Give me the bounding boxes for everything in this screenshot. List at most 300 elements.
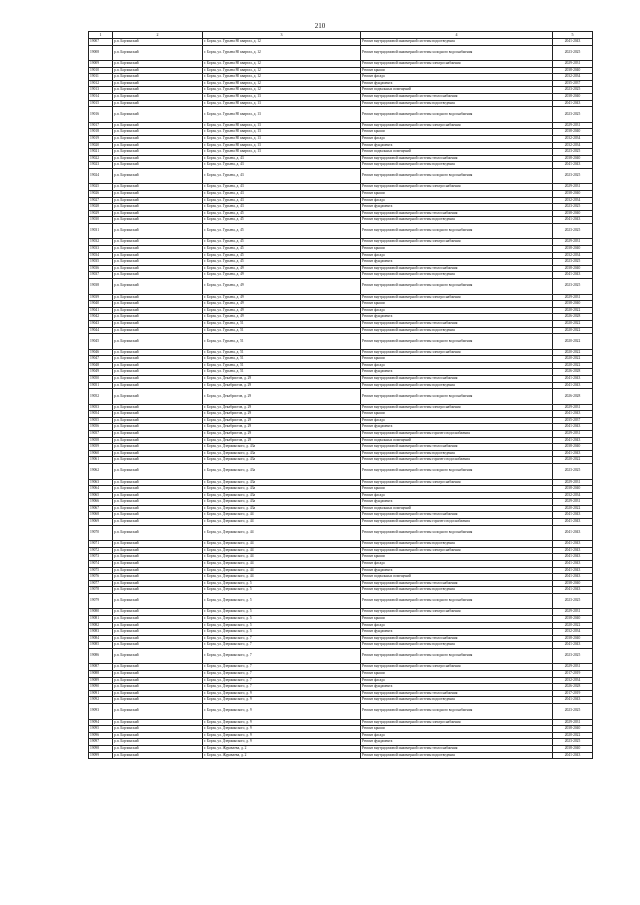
- period-cell: 2032-2034: [553, 492, 593, 499]
- address-cell: г. Борзя, ул. Гурьева, д. 51: [203, 349, 361, 356]
- row-number-cell: 19011: [89, 74, 113, 81]
- period-cell: 2041-2043: [553, 272, 593, 279]
- work-type-cell: Ремонт внутридомовой инженерной системы теплоснабжения: [361, 635, 553, 642]
- municipality-cell: р.п. Борзинский: [113, 417, 203, 424]
- period-cell: 2032-2034: [553, 142, 593, 149]
- table-row: [89, 191, 593, 198]
- municipality-cell: р.п. Борзинский: [113, 39, 203, 46]
- address-cell: г. Борзя, ул. Гурьева, д. 49: [203, 294, 361, 301]
- period-cell: 2041-2043: [553, 554, 593, 561]
- period-cell: 2020-2022: [553, 327, 593, 334]
- municipality-cell: р.п. Борзинский: [113, 505, 203, 512]
- work-type-cell: Ремонт внутридомовой инженерной системы холодного водоснабжения: [361, 168, 553, 184]
- address-cell: г. Борзя, ул. Дзержинского, д. 44: [203, 547, 361, 554]
- municipality-cell: р.п. Борзинский: [113, 67, 203, 74]
- address-cell: г. Борзя, ул. Декабристов, д. 29: [203, 375, 361, 382]
- municipality-cell: р.п. Борзинский: [113, 327, 203, 334]
- work-type-cell: Ремонт крыши: [361, 411, 553, 418]
- work-type-cell: Ремонт внутридомовой инженерной системы холодного водоснабжения: [361, 389, 553, 405]
- address-cell: г. Борзя, ул. Гурьева, д. 51: [203, 327, 361, 334]
- column-header: 2: [113, 32, 203, 39]
- table-row: [89, 587, 593, 594]
- address-cell: г. Борзя, ул. Гурьева 80 квартал, д. 12: [203, 67, 361, 74]
- address-cell: г. Борзя, ул. Гурьева 80 квартал, д. 12: [203, 80, 361, 87]
- period-cell: 2026-2028: [553, 389, 593, 405]
- address-cell: г. Борзя, ул. Гурьева 80 квартал, д. 13: [203, 122, 361, 129]
- period-cell: 2041-2043: [553, 39, 593, 46]
- period-cell: 2023-2025: [553, 464, 593, 480]
- period-cell: 2038-2040: [553, 246, 593, 253]
- period-cell: 2041-2043: [553, 541, 593, 548]
- period-cell: 2038-2040: [553, 210, 593, 217]
- period-cell: 2023-2025: [553, 593, 593, 609]
- address-cell: г. Борзя, ул. Гурьева 80 квартал, д. 12: [203, 61, 361, 68]
- municipality-cell: р.п. Борзинский: [113, 404, 203, 411]
- table-row: [89, 107, 593, 123]
- period-cell: 2041-2043: [553, 512, 593, 519]
- municipality-cell: р.п. Борзинский: [113, 389, 203, 405]
- row-number-cell: 19093: [89, 704, 113, 720]
- work-type-cell: Ремонт внутридомовой инженерной системы электроснабжения: [361, 61, 553, 68]
- period-cell: 2029-2031: [553, 664, 593, 671]
- row-number-cell: 19056: [89, 424, 113, 431]
- table-row: [89, 752, 593, 759]
- address-cell: г. Борзя, ул. Дзержинского, д. 43а: [203, 464, 361, 480]
- table-row: [89, 411, 593, 418]
- address-cell: г. Борзя, ул. Гурьева, д. 45: [203, 223, 361, 239]
- row-number-cell: 19071: [89, 541, 113, 548]
- row-number-cell: 19077: [89, 580, 113, 587]
- work-type-cell: Ремонт внутридомовой инженерной системы горячего водоснабжения: [361, 431, 553, 438]
- row-number-cell: 19074: [89, 560, 113, 567]
- table-row: [89, 210, 593, 217]
- row-number-cell: 19044: [89, 327, 113, 334]
- address-cell: г. Борзя, ул. Гурьева, д. 43: [203, 191, 361, 198]
- work-type-cell: Ремонт внутридомовой инженерной системы электроснабжения: [361, 239, 553, 246]
- address-cell: г. Борзя, ул. Гурьева 80 квартал, д. 13: [203, 94, 361, 101]
- row-number-cell: 19098: [89, 745, 113, 752]
- table-row: [89, 382, 593, 389]
- work-type-cell: Ремонт внутридомовой инженерной системы теплоснабжения: [361, 444, 553, 451]
- work-type-cell: Ремонт внутридомовой инженерной системы холодного водоснабжения: [361, 525, 553, 541]
- work-type-cell: Ремонт крыши: [361, 554, 553, 561]
- address-cell: г. Борзя, ул. Дзержинского, д. 7: [203, 648, 361, 664]
- table-row: [89, 327, 593, 334]
- address-cell: г. Борзя, ул. Гурьева, д. 43: [203, 197, 361, 204]
- table-row: [89, 479, 593, 486]
- work-type-cell: Ремонт внутридомовой инженерной системы теплоснабжения: [361, 155, 553, 162]
- address-cell: г. Борзя, ул. Гурьева 80 квартал, д. 13: [203, 100, 361, 107]
- address-cell: г. Борзя, ул. Гурьева, д. 49: [203, 307, 361, 314]
- row-number-cell: 19021: [89, 149, 113, 156]
- row-number-cell: 19064: [89, 486, 113, 493]
- table-row: [89, 424, 593, 431]
- table-row: [89, 648, 593, 664]
- work-type-cell: Ремонт внутридомовой инженерной системы водоотведения: [361, 327, 553, 334]
- table-row: [89, 45, 593, 61]
- work-type-cell: Ремонт внутридомовой инженерной системы электроснабжения: [361, 479, 553, 486]
- table-row: [89, 704, 593, 720]
- address-cell: г. Борзя, ул. Дзержинского, д. 7: [203, 684, 361, 691]
- work-type-cell: Ремонт внутридомовой инженерной системы холодного водоснабжения: [361, 648, 553, 664]
- municipality-cell: р.п. Борзинский: [113, 252, 203, 259]
- municipality-cell: р.п. Борзинский: [113, 609, 203, 616]
- row-number-cell: 19029: [89, 210, 113, 217]
- period-cell: 2041-2043: [553, 567, 593, 574]
- work-type-cell: Ремонт внутридомовой инженерной системы теплоснабжения: [361, 512, 553, 519]
- row-number-cell: 19088: [89, 671, 113, 678]
- table-row: [89, 74, 593, 81]
- work-type-cell: Ремонт крыши: [361, 246, 553, 253]
- work-type-cell: Ремонт фундамента: [361, 259, 553, 266]
- address-cell: г. Борзя, ул. Дзержинского, д. 44: [203, 574, 361, 581]
- municipality-cell: р.п. Борзинский: [113, 499, 203, 506]
- row-number-cell: 19095: [89, 726, 113, 733]
- row-number-cell: 19057: [89, 431, 113, 438]
- table-row: [89, 129, 593, 136]
- work-type-cell: Ремонт внутридомовой инженерной системы водоотведения: [361, 541, 553, 548]
- work-type-cell: Ремонт фасада: [361, 622, 553, 629]
- address-cell: г. Борзя, ул. Гурьева 80 квартал, д. 13: [203, 107, 361, 123]
- municipality-cell: р.п. Борзинский: [113, 479, 203, 486]
- work-type-cell: Ремонт фасада: [361, 74, 553, 81]
- work-type-cell: Ремонт фундамента: [361, 499, 553, 506]
- period-cell: 2041-2043: [553, 574, 593, 581]
- address-cell: г. Борзя, ул. Гурьева, д. 43: [203, 155, 361, 162]
- row-number-cell: 19012: [89, 80, 113, 87]
- row-number-cell: 19084: [89, 635, 113, 642]
- work-type-cell: Ремонт внутридомовой инженерной системы электроснабжения: [361, 404, 553, 411]
- table-row: [89, 149, 593, 156]
- table-body: [89, 39, 593, 759]
- table-row: [89, 525, 593, 541]
- work-type-cell: Ремонт внутридомовой инженерной системы электроснабжения: [361, 547, 553, 554]
- work-type-cell: Ремонт крыши: [361, 129, 553, 136]
- municipality-cell: р.п. Борзинский: [113, 362, 203, 369]
- row-number-cell: 19053: [89, 404, 113, 411]
- row-number-cell: 19016: [89, 107, 113, 123]
- address-cell: г. Борзя, ул. Дзержинского, д. 7: [203, 642, 361, 649]
- address-cell: г. Борзя, ул. Гурьева 80 квартал, д. 12: [203, 45, 361, 61]
- municipality-cell: р.п. Борзинский: [113, 616, 203, 623]
- table-row: [89, 204, 593, 211]
- table-row: [89, 671, 593, 678]
- row-number-cell: 19026: [89, 191, 113, 198]
- municipality-cell: р.п. Борзинский: [113, 574, 203, 581]
- municipality-cell: р.п. Борзинский: [113, 314, 203, 321]
- municipality-cell: р.п. Борзинский: [113, 307, 203, 314]
- period-cell: 2026-2028: [553, 684, 593, 691]
- row-number-cell: 19050: [89, 375, 113, 382]
- municipality-cell: р.п. Борзинский: [113, 149, 203, 156]
- row-number-cell: 19073: [89, 554, 113, 561]
- address-cell: г. Борзя, ул. Гурьева, д. 45: [203, 239, 361, 246]
- row-number-cell: 19051: [89, 382, 113, 389]
- row-number-cell: 19023: [89, 162, 113, 169]
- address-cell: г. Борзя, ул. Гурьева 80 квартал, д. 13: [203, 129, 361, 136]
- period-cell: 2038-2040: [553, 94, 593, 101]
- address-cell: г. Борзя, ул. Гурьева, д. 45: [203, 259, 361, 266]
- work-type-cell: Ремонт фасада: [361, 252, 553, 259]
- municipality-cell: р.п. Борзинский: [113, 191, 203, 198]
- table-row: [89, 541, 593, 548]
- work-type-cell: Ремонт внутридомовой инженерной системы электроснабжения: [361, 719, 553, 726]
- row-number-cell: 19047: [89, 356, 113, 363]
- capital-repair-table: [88, 31, 593, 759]
- address-cell: г. Борзя, ул. Гурьева 80 квартал, д. 13: [203, 135, 361, 142]
- work-type-cell: Ремонт фундамента: [361, 142, 553, 149]
- period-cell: 2032-2034: [553, 74, 593, 81]
- row-number-cell: 19042: [89, 314, 113, 321]
- table-row: [89, 349, 593, 356]
- period-cell: 2020-2022: [553, 307, 593, 314]
- period-cell: 2029-2031: [553, 294, 593, 301]
- period-cell: 2041-2043: [553, 382, 593, 389]
- municipality-cell: р.п. Борзинский: [113, 334, 203, 350]
- work-type-cell: Ремонт внутридомовой инженерной системы водоотведения: [361, 752, 553, 759]
- address-cell: г. Борзя, ул. Декабристов, д. 29: [203, 417, 361, 424]
- address-cell: г. Борзя, ул. Дзержинского, д. 5: [203, 622, 361, 629]
- municipality-cell: р.п. Борзинский: [113, 457, 203, 464]
- work-type-cell: Ремонт внутридомовой инженерной системы электроснабжения: [361, 349, 553, 356]
- row-number-cell: 19061: [89, 457, 113, 464]
- table-row: [89, 745, 593, 752]
- municipality-cell: р.п. Борзинский: [113, 519, 203, 526]
- row-number-cell: 19062: [89, 464, 113, 480]
- work-type-cell: Ремонт фундамента: [361, 314, 553, 321]
- work-type-cell: Ремонт фундамента: [361, 424, 553, 431]
- municipality-cell: р.п. Борзинский: [113, 411, 203, 418]
- period-cell: 2023-2025: [553, 223, 593, 239]
- period-cell: 2029-2031: [553, 61, 593, 68]
- address-cell: г. Борзя, ул. Декабристов, д. 29: [203, 437, 361, 444]
- work-type-cell: Ремонт внутридомовой инженерной системы водоотведения: [361, 587, 553, 594]
- period-cell: 2029-2031: [553, 479, 593, 486]
- address-cell: г. Борзя, ул. Дзержинского, д. 43а: [203, 499, 361, 506]
- municipality-cell: р.п. Борзинский: [113, 677, 203, 684]
- table-row: [89, 622, 593, 629]
- address-cell: г. Борзя, ул. Гурьева, д. 49: [203, 279, 361, 295]
- work-type-cell: Ремонт внутридомовой инженерной системы холодного водоснабжения: [361, 334, 553, 350]
- table-row: [89, 519, 593, 526]
- row-number-cell: 19075: [89, 567, 113, 574]
- period-cell: 2035-2037: [553, 80, 593, 87]
- table-row: [89, 567, 593, 574]
- work-type-cell: Ремонт фасада: [361, 362, 553, 369]
- address-cell: г. Борзя, ул. Дзержинского, д. 44: [203, 567, 361, 574]
- address-cell: г. Борзя, ул. Дзержинского, д. 43а: [203, 479, 361, 486]
- row-number-cell: 19025: [89, 184, 113, 191]
- period-cell: 2041-2043: [553, 100, 593, 107]
- period-cell: 2038-2040: [553, 67, 593, 74]
- address-cell: г. Борзя, ул. Гурьева, д. 51: [203, 356, 361, 363]
- period-cell: 2038-2040: [553, 486, 593, 493]
- address-cell: г. Борзя, ул. Декабристов, д. 29: [203, 382, 361, 389]
- period-cell: 2032-2034: [553, 135, 593, 142]
- period-cell: 2041-2043: [553, 217, 593, 224]
- address-cell: г. Борзя, ул. Дзержинского, д. 5: [203, 593, 361, 609]
- address-cell: г. Борзя, ул. Дзержинского, д. 9: [203, 690, 361, 697]
- address-cell: г. Борзя, ул. Дзержинского, д. 5: [203, 587, 361, 594]
- period-cell: 2017-2019: [553, 671, 593, 678]
- address-cell: г. Борзя, ул. Гурьева, д. 49: [203, 272, 361, 279]
- municipality-cell: р.п. Борзинский: [113, 704, 203, 720]
- row-number-cell: 19038: [89, 279, 113, 295]
- row-number-cell: 19059: [89, 444, 113, 451]
- row-number-cell: 19024: [89, 168, 113, 184]
- municipality-cell: р.п. Борзинский: [113, 142, 203, 149]
- municipality-cell: р.п. Борзинский: [113, 239, 203, 246]
- work-type-cell: Ремонт крыши: [361, 67, 553, 74]
- table-row: [89, 732, 593, 739]
- municipality-cell: р.п. Борзинский: [113, 122, 203, 129]
- table-header-row: [89, 32, 593, 39]
- row-number-cell: 19087: [89, 664, 113, 671]
- period-cell: 2041-2043: [553, 411, 593, 418]
- work-type-cell: Ремонт внутридомовой инженерной системы горячего водоснабжения: [361, 457, 553, 464]
- municipality-cell: р.п. Борзинский: [113, 732, 203, 739]
- municipality-cell: р.п. Борзинский: [113, 320, 203, 327]
- row-number-cell: 19089: [89, 677, 113, 684]
- work-type-cell: Ремонт внутридомовой инженерной системы водоотведения: [361, 162, 553, 169]
- table-row: [89, 580, 593, 587]
- period-cell: 2038-2040: [553, 155, 593, 162]
- period-cell: 2023-2025: [553, 107, 593, 123]
- municipality-cell: р.п. Борзинский: [113, 100, 203, 107]
- row-number-cell: 19034: [89, 252, 113, 259]
- municipality-cell: р.п. Борзинский: [113, 259, 203, 266]
- row-number-cell: 19078: [89, 587, 113, 594]
- row-number-cell: 19070: [89, 525, 113, 541]
- municipality-cell: р.п. Борзинский: [113, 279, 203, 295]
- municipality-cell: р.п. Борзинский: [113, 726, 203, 733]
- work-type-cell: Ремонт крыши: [361, 726, 553, 733]
- row-number-cell: 19017: [89, 122, 113, 129]
- address-cell: г. Борзя, ул. Дзержинского, д. 9: [203, 704, 361, 720]
- period-cell: 2038-2040: [553, 129, 593, 136]
- work-type-cell: Ремонт внутридомовой инженерной системы теплоснабжения: [361, 210, 553, 217]
- table-row: [89, 719, 593, 726]
- address-cell: г. Борзя, ул. Дзержинского, д. 5: [203, 616, 361, 623]
- table-row: [89, 505, 593, 512]
- work-type-cell: Ремонт крыши: [361, 356, 553, 363]
- municipality-cell: р.п. Борзинский: [113, 369, 203, 376]
- address-cell: г. Борзя, ул. Гурьева, д. 51: [203, 334, 361, 350]
- row-number-cell: 19010: [89, 67, 113, 74]
- table-row: [89, 162, 593, 169]
- address-cell: г. Борзя, ул. Дзержинского, д. 43а: [203, 505, 361, 512]
- address-cell: г. Борзя, ул. Дзержинского, д. 5: [203, 580, 361, 587]
- column-header: 3: [203, 32, 361, 39]
- work-type-cell: Ремонт фундамента: [361, 369, 553, 376]
- table-row: [89, 94, 593, 101]
- period-cell: 2029-2031: [553, 719, 593, 726]
- period-cell: 2038-2040: [553, 616, 593, 623]
- row-number-cell: 19013: [89, 87, 113, 94]
- period-cell: 2023-2025: [553, 259, 593, 266]
- work-type-cell: Ремонт внутридомовой инженерной системы теплоснабжения: [361, 690, 553, 697]
- address-cell: г. Борзя, ул. Декабристов, д. 29: [203, 389, 361, 405]
- work-type-cell: Ремонт фасада: [361, 197, 553, 204]
- row-number-cell: 19099: [89, 752, 113, 759]
- period-cell: 2041-2043: [553, 547, 593, 554]
- municipality-cell: р.п. Борзинский: [113, 635, 203, 642]
- address-cell: г. Борзя, ул. Декабристов, д. 29: [203, 431, 361, 438]
- period-cell: 2020-2022: [553, 622, 593, 629]
- period-cell: 2041-2043: [553, 697, 593, 704]
- table-row: [89, 272, 593, 279]
- table-row: [89, 739, 593, 746]
- period-cell: 2041-2043: [553, 437, 593, 444]
- row-number-cell: 19008: [89, 45, 113, 61]
- municipality-cell: р.п. Борзинский: [113, 739, 203, 746]
- period-cell: 2038-2040: [553, 726, 593, 733]
- municipality-cell: р.п. Борзинский: [113, 580, 203, 587]
- work-type-cell: Ремонт фундамента: [361, 629, 553, 636]
- row-number-cell: 19092: [89, 697, 113, 704]
- period-cell: 2041-2043: [553, 587, 593, 594]
- row-number-cell: 19094: [89, 719, 113, 726]
- municipality-cell: р.п. Борзинский: [113, 272, 203, 279]
- work-type-cell: Ремонт внутридомовой инженерной системы горячего водоснабжения: [361, 519, 553, 526]
- work-type-cell: Ремонт внутридомовой инженерной системы холодного водоснабжения: [361, 45, 553, 61]
- municipality-cell: р.п. Борзинский: [113, 690, 203, 697]
- row-number-cell: 19033: [89, 246, 113, 253]
- row-number-cell: 19054: [89, 411, 113, 418]
- table-row: [89, 334, 593, 350]
- address-cell: г. Борзя, ул. Гурьева, д. 45: [203, 252, 361, 259]
- table-row: [89, 417, 593, 424]
- work-type-cell: Ремонт внутридомовой инженерной системы холодного водоснабжения: [361, 593, 553, 609]
- work-type-cell: Ремонт фундамента: [361, 567, 553, 574]
- municipality-cell: р.п. Борзинский: [113, 664, 203, 671]
- table-row: [89, 404, 593, 411]
- period-cell: 2041-2043: [553, 642, 593, 649]
- work-type-cell: Ремонт фундамента: [361, 684, 553, 691]
- period-cell: 2038-2040: [553, 301, 593, 308]
- period-cell: 2020-2022: [553, 356, 593, 363]
- row-number-cell: 19068: [89, 512, 113, 519]
- municipality-cell: р.п. Борзинский: [113, 525, 203, 541]
- row-number-cell: 19049: [89, 369, 113, 376]
- address-cell: г. Борзя, ул. Гурьева, д. 43: [203, 184, 361, 191]
- table-row: [89, 320, 593, 327]
- work-type-cell: Ремонт крыши: [361, 616, 553, 623]
- municipality-cell: р.п. Борзинский: [113, 437, 203, 444]
- address-cell: г. Борзя, ул. Гурьева, д. 51: [203, 362, 361, 369]
- address-cell: г. Борзя, ул. Дзержинского, д. 5: [203, 609, 361, 616]
- work-type-cell: Ремонт крыши: [361, 486, 553, 493]
- work-type-cell: Ремонт фундамента: [361, 204, 553, 211]
- table-row: [89, 142, 593, 149]
- table-row: [89, 642, 593, 649]
- row-number-cell: 19058: [89, 437, 113, 444]
- row-number-cell: 19027: [89, 197, 113, 204]
- municipality-cell: р.п. Борзинский: [113, 719, 203, 726]
- row-number-cell: 19031: [89, 223, 113, 239]
- row-number-cell: 19097: [89, 739, 113, 746]
- municipality-cell: р.п. Борзинский: [113, 301, 203, 308]
- table-row: [89, 362, 593, 369]
- row-number-cell: 19040: [89, 301, 113, 308]
- row-number-cell: 19028: [89, 204, 113, 211]
- table-row: [89, 100, 593, 107]
- work-type-cell: Ремонт подвальных помещений: [361, 437, 553, 444]
- table-row: [89, 184, 593, 191]
- work-type-cell: Ремонт внутридомовой инженерной системы холодного водоснабжения: [361, 107, 553, 123]
- period-cell: 2041-2043: [553, 450, 593, 457]
- address-cell: г. Борзя, ул. Декабристов, д. 29: [203, 404, 361, 411]
